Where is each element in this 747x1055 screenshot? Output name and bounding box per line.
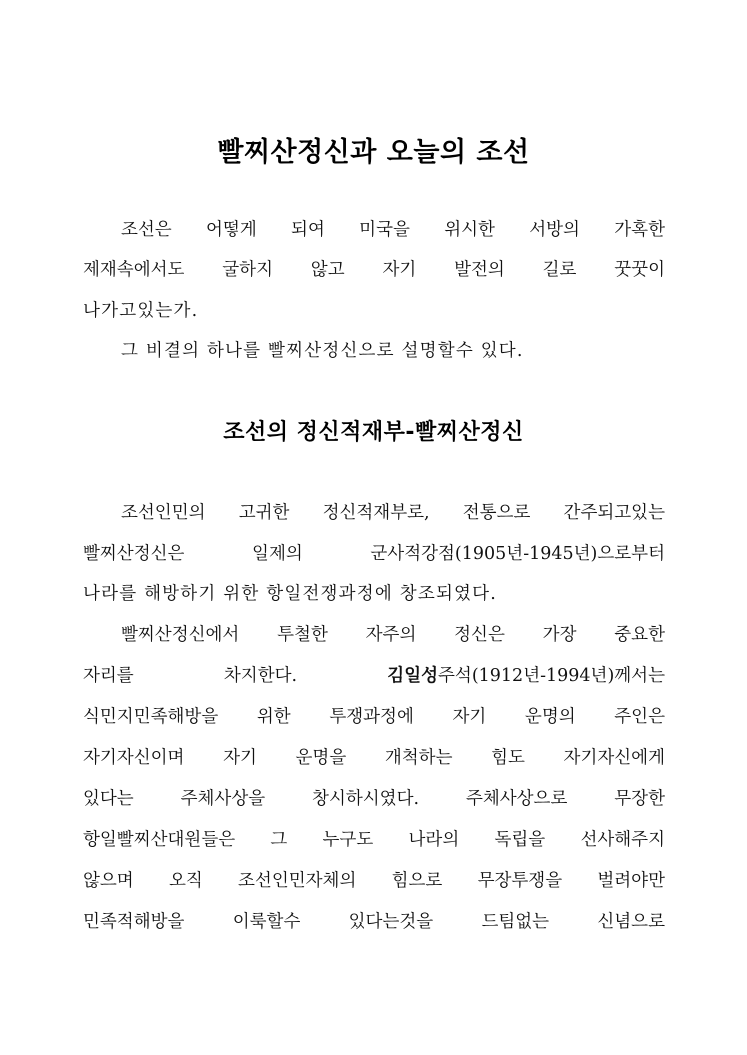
paragraph-line: 민족적해방을 이룩할수 있다는것을 드팀없는 신념으로: [83, 912, 665, 932]
paragraph-line: 자기자신이며 자기 운명을 개척하는 힘도 자기자신에게: [83, 748, 665, 768]
paragraph-line: 나라를 해방하기 위한 항일전쟁과정에 창조되였다.: [83, 584, 498, 604]
paragraph-line: 있다는 주체사상을 창시하시였다. 주체사상으로 무장한: [83, 789, 665, 809]
paragraph-line: 조선은 어떻게 되여 미국을 위시한 서방의 가혹한: [121, 220, 665, 240]
paragraph-line: 식민지민족해방을 위한 투쟁과정에 자기 운명의 주인은: [83, 707, 665, 727]
paragraph-line: 나가고있는가.: [83, 301, 199, 321]
paragraph-line: 그 비결의 하나를 빨찌산정신으로 설명할수 있다.: [121, 341, 524, 361]
paragraph-line-with-name: [83, 656, 665, 696]
paragraph-line: 항일빨찌산대원들은 그 누구도 나라의 독립을 선사해주지: [83, 830, 665, 850]
paragraph-line: 제재속에서도 굴하지 않고 자기 발전의 길로 꿋꿋이: [83, 260, 665, 280]
page-title: 빨찌산정신과 오늘의 조선: [217, 137, 530, 168]
paragraph-text-segment: 주석(1912년-1994년)께서는: [438, 666, 665, 686]
paragraph-text-segment: 자리를 차지한다.: [83, 666, 298, 686]
section-heading: 조선의 정신적재부-빨찌산정신: [223, 420, 524, 445]
paragraph-line: 않으며 오직 조선인민자체의 힘으로 무장투쟁을 벌려야만: [83, 871, 665, 891]
paragraph-line: 빨찌산정신은 일제의 군사적강점(1905년-1945년)으로부터: [83, 544, 665, 564]
paragraph-line: 빨찌산정신에서 투철한 자주의 정신은 가장 중요한: [121, 625, 665, 645]
paragraph-line: 조선인민의 고귀한 정신적재부로, 전통으로 간주되고있는: [121, 503, 665, 523]
leader-name: 김일성: [387, 666, 439, 686]
